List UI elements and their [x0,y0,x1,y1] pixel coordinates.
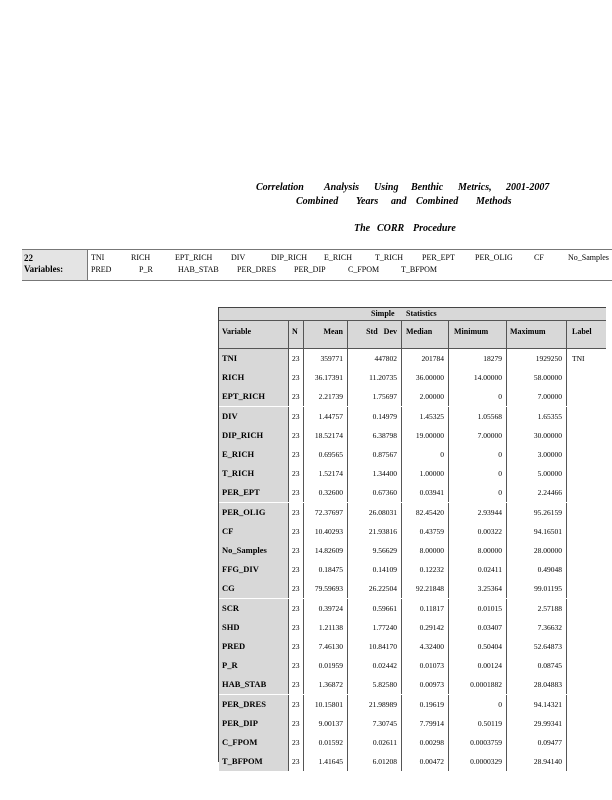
cell-variable: SHD [219,618,289,637]
cell-variable: T_RICH [219,464,289,483]
cell-median: 0.11817 [402,599,449,618]
cell-n: 23 [289,483,304,502]
cell-minimum: 0 [449,464,507,483]
cell-variable: DIP_RICH [219,426,289,445]
cell-label [567,368,606,387]
cell-n: 23 [289,579,304,598]
cell-mean: 1.21138 [304,618,348,637]
header-median: Median [402,321,449,349]
cell-label [567,445,606,464]
cell-std: 0.87567 [348,445,402,464]
cell-std: 6.01208 [348,752,402,771]
cell-median: 0.00472 [402,752,449,771]
cell-minimum: 0.50404 [449,637,507,656]
cell-std: 1.77240 [348,618,402,637]
cell-maximum: 0.08745 [507,656,567,675]
cell-std: 11.20735 [348,368,402,387]
variable-name: P_R [139,265,153,274]
cell-std: 0.02442 [348,656,402,675]
table-row [219,483,606,502]
cell-std: 1.34400 [348,464,402,483]
cell-std: 21.93816 [348,522,402,541]
cell-n: 23 [289,349,304,368]
header-std: Std [366,327,378,336]
cell-median: 2.00000 [402,387,449,406]
cell-median: 92.21848 [402,579,449,598]
cell-maximum: 0.09477 [507,733,567,752]
cell-label [567,637,606,656]
table-row [219,560,606,579]
cell-maximum: 28.00000 [507,541,567,560]
cell-mean: 1.52174 [304,464,348,483]
cell-label [567,503,606,522]
cell-variable: FFG_DIV [219,560,289,579]
cell-n: 23 [289,464,304,483]
cell-minimum: 14.00000 [449,368,507,387]
cell-minimum: 2.93944 [449,503,507,522]
procedure-word: The [354,223,371,234]
cell-median: 0.00298 [402,733,449,752]
cell-variable: PER_DRES [219,695,289,714]
cell-variable: C_FPOM [219,733,289,752]
header-dev: Dev [383,327,397,336]
cell-n: 23 [289,733,304,752]
cell-n: 23 [289,522,304,541]
cell-variable: TNI [219,349,289,368]
cell-minimum: 0 [449,695,507,714]
cell-std: 10.84170 [348,637,402,656]
variable-name: TNI [91,253,105,262]
cell-std: 0.14109 [348,560,402,579]
cell-maximum: 1929250 [507,349,567,368]
cell-label [567,541,606,560]
cell-median: 0.03941 [402,483,449,502]
cell-maximum: 3.00000 [507,445,567,464]
cell-label [567,618,606,637]
cell-minimum: 0.00124 [449,656,507,675]
variable-name: DIP_RICH [271,253,308,262]
table-row [219,733,606,752]
cell-mean: 1.41645 [304,752,348,771]
header-maximum: Maximum [507,321,567,349]
cell-n: 23 [289,656,304,675]
variable-name: RICH [131,253,151,262]
cell-maximum: 99.01195 [507,579,567,598]
title-word: Metrics, [458,182,492,193]
variable-name: PRED [91,265,112,274]
variable-name: DIV [231,253,246,262]
variables-list [87,250,612,280]
cell-minimum: 0 [449,387,507,406]
cell-maximum: 1.65355 [507,407,567,426]
cell-std: 5.82580 [348,675,402,694]
cell-label [567,464,606,483]
cell-n: 23 [289,426,304,445]
cell-variable: PER_EPT [219,483,289,502]
cell-variable: PER_OLIG [219,503,289,522]
cell-n: 23 [289,637,304,656]
cell-variable: E_RICH [219,445,289,464]
cell-median: 82.45420 [402,503,449,522]
procedure-word: CORR [377,223,405,234]
cell-variable: P_R [219,656,289,675]
cell-median: 0 [402,445,449,464]
cell-variable: PRED [219,637,289,656]
cell-std: 0.59661 [348,599,402,618]
cell-std: 1.75697 [348,387,402,406]
cell-label [567,714,606,733]
cell-maximum: 29.99341 [507,714,567,733]
table-row [219,714,606,733]
cell-maximum: 7.36632 [507,618,567,637]
cell-median: 4.32400 [402,637,449,656]
table-row [219,349,606,368]
header-minimum: Minimum [449,321,507,349]
cell-label [567,656,606,675]
cell-n: 23 [289,407,304,426]
cell-maximum: 28.94140 [507,752,567,771]
cell-n: 23 [289,695,304,714]
cell-variable: T_BFPOM [219,752,289,771]
cell-minimum: 0.0003759 [449,733,507,752]
cell-variable: PER_DIP [219,714,289,733]
cell-mean: 0.32600 [304,483,348,502]
cell-minimum: 18279 [449,349,507,368]
table-row [219,387,606,406]
cell-std: 0.14979 [348,407,402,426]
cell-mean: 1.36872 [304,675,348,694]
cell-variable: DIV [219,407,289,426]
table-row [219,656,606,675]
cell-n: 23 [289,503,304,522]
cell-label [567,522,606,541]
simple-statistics-table [218,307,606,767]
header-n: N [289,321,304,349]
title-word: Using [374,182,399,193]
cell-label: TNI [572,354,585,363]
cell-minimum: 0 [449,483,507,502]
title-word: Analysis [324,182,360,193]
cell-mean: 0.01959 [304,656,348,675]
variable-name: C_FPOM [348,265,380,274]
cell-minimum: 0.50119 [449,714,507,733]
cell-mean: 10.40293 [304,522,348,541]
cell-mean: 79.59693 [304,579,348,598]
variable-name: T_BFPOM [401,265,438,274]
variables-label [24,253,63,275]
cell-mean: 0.39724 [304,599,348,618]
cell-n: 23 [289,560,304,579]
cell-mean: 2.21739 [304,387,348,406]
table-row [219,637,606,656]
cell-mean: 1.44757 [304,407,348,426]
table-row [219,675,606,694]
cell-variable: SCR [219,599,289,618]
cell-maximum: 94.14321 [507,695,567,714]
cell-label [567,579,606,598]
cell-std: 0.67360 [348,483,402,502]
cell-n: 23 [289,599,304,618]
header-std-dev [348,321,402,349]
cell-minimum: 0 [449,445,507,464]
cell-label [567,426,606,445]
cell-maximum: 94.16501 [507,522,567,541]
variable-name: PER_DRES [237,265,277,274]
cell-minimum: 0.00322 [449,522,507,541]
cell-n: 23 [289,752,304,771]
cell-maximum: 2.24466 [507,483,567,502]
cell-n: 23 [289,368,304,387]
cell-minimum: 3.25364 [449,579,507,598]
cell-mean: 36.17391 [304,368,348,387]
cell-mean: 10.15801 [304,695,348,714]
cell-std: 7.30745 [348,714,402,733]
table-row [219,368,606,387]
title-word: Benthic [411,182,444,193]
header-variable: Variable [219,321,289,349]
cell-mean: 0.18475 [304,560,348,579]
cell-maximum: 58.00000 [507,368,567,387]
title-word: Combined [416,196,459,207]
variable-name: T_RICH [375,253,403,262]
cell-median: 19.00000 [402,426,449,445]
cell-variable: No_Samples [219,541,289,560]
table-row [219,522,606,541]
cell-median: 36.00000 [402,368,449,387]
cell-variable: CG [219,579,289,598]
cell-label [567,407,606,426]
title-word: and [391,196,407,207]
cell-minimum: 0.03407 [449,618,507,637]
cell-median: 0.43759 [402,522,449,541]
table-row [219,541,606,560]
table-row [219,464,606,483]
cell-label [567,752,606,771]
table-row [219,752,606,771]
table-row [219,503,606,522]
cell-n: 23 [289,714,304,733]
cell-mean: 0.69565 [304,445,348,464]
title-word: Years [356,196,379,207]
cell-std: 26.22504 [348,579,402,598]
cell-median: 0.19619 [402,695,449,714]
cell-variable: RICH [219,368,289,387]
cell-maximum: 5.00000 [507,464,567,483]
variables-count: 22 [24,253,33,263]
table-row [219,618,606,637]
cell-std: 21.98989 [348,695,402,714]
cell-mean: 0.01592 [304,733,348,752]
cell-minimum: 7.00000 [449,426,507,445]
variable-name: E_RICH [324,253,352,262]
cell-std: 26.08031 [348,503,402,522]
table-row [219,695,606,714]
cell-variable: CF [219,522,289,541]
cell-median: 0.29142 [402,618,449,637]
variable-name: No_Samples [568,253,609,262]
cell-mean: 9.00137 [304,714,348,733]
caption-simple: Simple [371,309,395,318]
cell-label [567,695,606,714]
cell-label [567,483,606,502]
cell-mean: 72.37697 [304,503,348,522]
cell-mean: 359771 [304,349,348,368]
variable-name: CF [534,253,544,262]
cell-maximum: 2.57188 [507,599,567,618]
cell-median: 7.79914 [402,714,449,733]
cell-mean: 18.52174 [304,426,348,445]
caption-statistics: Statistics [406,309,437,318]
variable-name: PER_EPT [422,253,455,262]
cell-median: 0.12232 [402,560,449,579]
title-word: Combined [296,196,339,207]
title-word: Correlation [256,182,304,193]
table-row [219,599,606,618]
cell-minimum: 0.0001882 [449,675,507,694]
table-row [219,445,606,464]
cell-maximum: 7.00000 [507,387,567,406]
cell-minimum: 0.0000329 [449,752,507,771]
cell-minimum: 8.00000 [449,541,507,560]
variables-caption: Variables: [24,264,64,274]
table-caption [219,308,606,321]
cell-std: 0.02611 [348,733,402,752]
cell-n: 23 [289,445,304,464]
title-word: Methods [476,196,512,207]
variable-name: EPT_RICH [175,253,213,262]
table-row [219,579,606,598]
cell-mean: 14.82609 [304,541,348,560]
cell-maximum: 0.49048 [507,560,567,579]
cell-maximum: 95.26159 [507,503,567,522]
title-word: 2001-2007 [506,182,550,193]
cell-median: 0.00973 [402,675,449,694]
cell-n: 23 [289,541,304,560]
cell-n: 23 [289,675,304,694]
table-row [219,426,606,445]
cell-maximum: 30.00000 [507,426,567,445]
cell-maximum: 28.04883 [507,675,567,694]
table-row [219,407,606,426]
cell-maximum: 52.64873 [507,637,567,656]
cell-median: 8.00000 [402,541,449,560]
cell-minimum: 0.02411 [449,560,507,579]
variable-name: PER_DIP [294,265,326,274]
cell-minimum: 1.05568 [449,407,507,426]
cell-label [567,387,606,406]
header-mean: Mean [304,321,348,349]
variable-name: PER_OLIG [475,253,513,262]
cell-median: 1.00000 [402,464,449,483]
variable-name: HAB_STAB [178,265,219,274]
cell-n: 23 [289,387,304,406]
cell-std: 9.56629 [348,541,402,560]
cell-std: 6.38798 [348,426,402,445]
cell-mean: 7.46130 [304,637,348,656]
cell-n: 23 [289,618,304,637]
cell-label [567,675,606,694]
cell-median: 1.45325 [402,407,449,426]
cell-variable: EPT_RICH [219,387,289,406]
cell-label [567,599,606,618]
cell-std: 447802 [348,349,402,368]
procedure-word: Procedure [413,223,456,234]
variables-band [22,249,612,281]
cell-label [567,733,606,752]
cell-minimum: 0.01015 [449,599,507,618]
header-label: Label [567,321,606,349]
cell-median: 201784 [402,349,449,368]
cell-label [567,560,606,579]
cell-variable: HAB_STAB [219,675,289,694]
cell-median: 0.01073 [402,656,449,675]
